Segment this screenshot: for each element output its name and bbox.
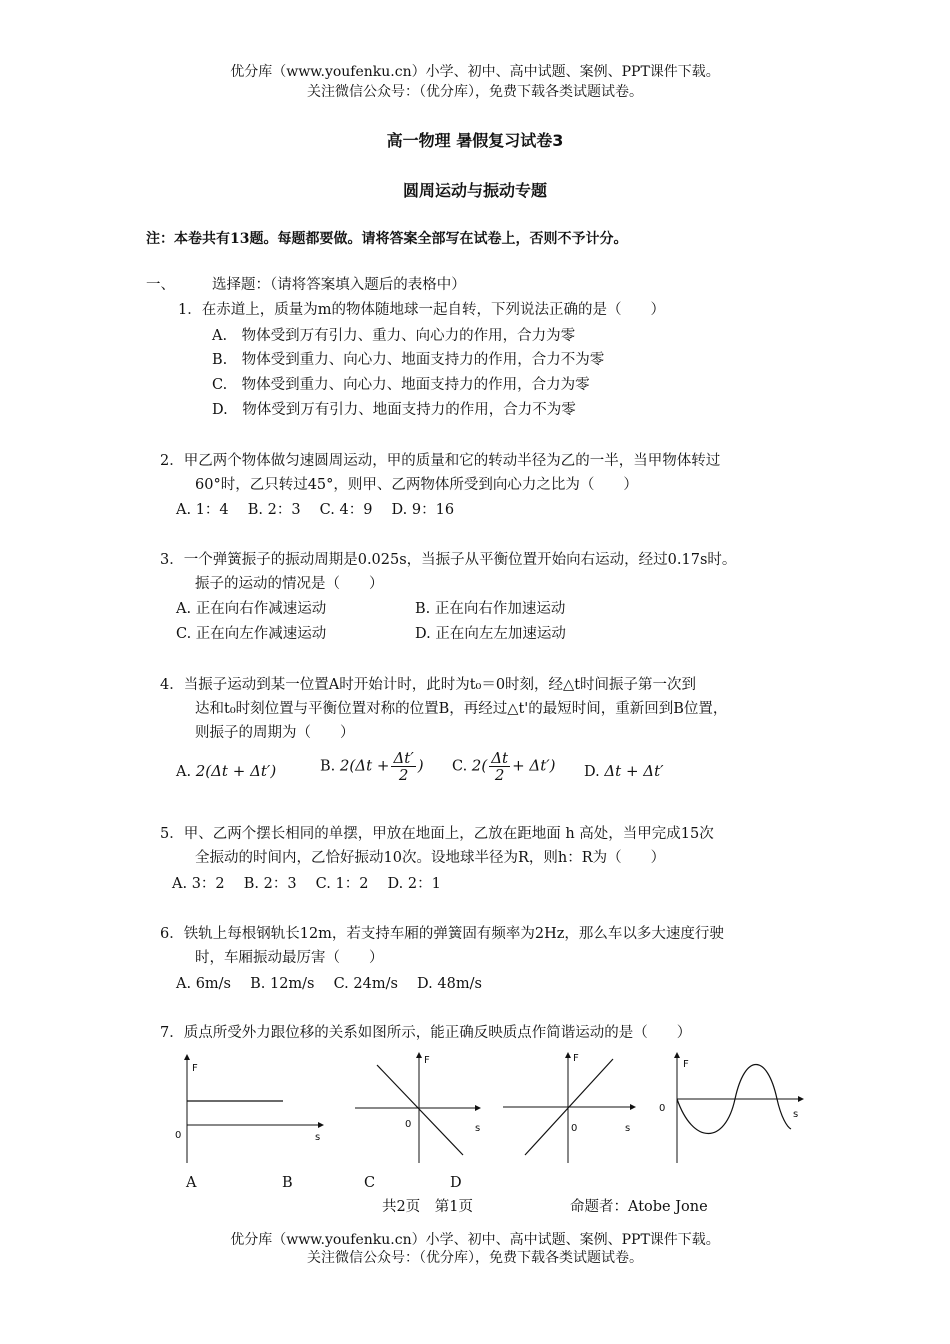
q4-option-b-denominator: 2 bbox=[398, 766, 409, 784]
q4-option-b-fraction bbox=[391, 750, 415, 783]
q4-stem-line3: 则振子的周期为（ ） bbox=[195, 725, 355, 741]
graph-a-f-label: F bbox=[192, 1063, 198, 1074]
q1-option-a: A. 物体受到万有引力、重力、向心力的作用，合力为零 bbox=[212, 328, 576, 344]
q7-label-b: B bbox=[282, 1175, 293, 1191]
q4-option-c bbox=[452, 750, 556, 783]
graph-b bbox=[355, 1053, 480, 1163]
q1-option-d: D. 物体受到万有引力、地面支持力的作用，合力不为零 bbox=[212, 402, 576, 418]
graph-a-s-label: s bbox=[315, 1132, 321, 1143]
graph-b-f-label: F bbox=[424, 1055, 430, 1066]
graph-d-f-label: F bbox=[683, 1059, 689, 1070]
q7-force-displacement-graphs bbox=[165, 1045, 815, 1170]
q1-stem: 1．在赤道上，质量为m的物体随地球一起自转，下列说法正确的是（ ） bbox=[178, 302, 665, 318]
site-footer-line1: 优分库（www.youfenku.cn）小学、初中、高中试题、案例、PPT课件下载。 bbox=[230, 1232, 720, 1248]
q7-label-d: D bbox=[450, 1175, 462, 1191]
site-header-line2: 关注微信公众号：（优分库），免费下载各类试题试卷。 bbox=[307, 84, 643, 100]
q7-stem: 7．质点所受外力跟位移的关系如图所示，能正确反映质点作简谐运动的是（ ） bbox=[160, 1025, 692, 1041]
section-number: 一、 bbox=[146, 277, 175, 293]
exam-author: 命题者：Atobe Jone bbox=[570, 1199, 708, 1215]
q4-option-b bbox=[320, 750, 424, 783]
q4-stem-line1: 4．当振子运动到某一位置A时开始计时，此时为t₀＝0时刻，经△t时间振子第一次到 bbox=[160, 677, 697, 693]
q3-option-d: D. 正在向左左加速运动 bbox=[415, 626, 566, 642]
graph-a bbox=[175, 1055, 323, 1163]
q3-option-b: B. 正在向右作加速运动 bbox=[415, 601, 566, 617]
q2-stem-line1: 2．甲乙两个物体做匀速圆周运动，甲的质量和它的转动半径为乙的一半，当甲物体转过 bbox=[160, 453, 721, 469]
q6-options: A. 6m/s B. 12m/s C. 24m/s D. 48m/s bbox=[176, 976, 482, 992]
graph-b-s-label: s bbox=[475, 1123, 481, 1134]
page-number: 共2页 第1页 bbox=[382, 1199, 473, 1215]
q4-stem-line2: 达和t₀时刻位置与平衡位置对称的位置B，再经过△t'的最短时间，重新回到B位置， bbox=[195, 701, 728, 717]
q5-stem-line1: 5．甲、乙两个摆长相同的单摆，甲放在地面上，乙放在距地面 h 高处，当甲完成15次 bbox=[160, 826, 714, 842]
q5-options: A. 3：2 B. 2：3 C. 1：2 D. 2：1 bbox=[172, 876, 441, 892]
q4-option-a-label: A. bbox=[176, 764, 192, 780]
q4-option-c-post: + Δt′) bbox=[512, 756, 556, 775]
q3-option-c: C. 正在向左作减速运动 bbox=[176, 626, 327, 642]
q1-option-b: B. 物体受到重力、向心力、地面支持力的作用，合力不为零 bbox=[212, 352, 605, 368]
q7-label-a: A bbox=[186, 1175, 197, 1191]
q6-stem-line1: 6．铁轨上每根钢轨长12m，若支持车厢的弹簧固有频率为2Hz，那么车以多大速度行驶 bbox=[160, 926, 724, 942]
q2-options: A. 1：4 B. 2：3 C. 4：9 D. 9：16 bbox=[176, 502, 455, 518]
q5-stem-line2: 全振动的时间内，乙恰好振动10次。设地球半径为R，则h：R为（ ） bbox=[195, 850, 666, 866]
site-header-line1: 优分库（www.youfenku.cn）小学、初中、高中试题、案例、PPT课件下载。 bbox=[230, 64, 720, 80]
page-title: 高一物理 暑假复习试卷3 bbox=[386, 131, 564, 150]
graph-d bbox=[659, 1053, 803, 1163]
q4-option-b-pre: 2(Δt + bbox=[339, 756, 390, 775]
graph-c bbox=[503, 1053, 635, 1163]
q4-option-c-denominator: 2 bbox=[494, 766, 505, 784]
q6-stem-line2: 时，车厢振动最厉害（ ） bbox=[195, 950, 384, 966]
q4-option-b-post: ) bbox=[417, 756, 424, 775]
q2-stem-line2: 60°时，乙只转过45°，则甲、乙两物体所受到向心力之比为（ ） bbox=[195, 477, 638, 493]
q3-stem-line1: 3．一个弹簧振子的振动周期是0.025s，当振子从平衡位置开始向右运动，经过0.17s时。 bbox=[160, 552, 737, 568]
q4-option-a-formula: 2(Δt + Δt′) bbox=[195, 762, 277, 780]
q4-option-c-label: C. bbox=[452, 758, 468, 775]
q4-option-c-numerator: Δt bbox=[491, 749, 509, 767]
graph-a-zero-label: 0 bbox=[175, 1130, 182, 1141]
q4-option-d-label: D. bbox=[584, 764, 600, 780]
graph-c-f-label: F bbox=[573, 1053, 579, 1064]
graph-c-s-label: s bbox=[625, 1123, 631, 1134]
section-label: 选择题：（请将答案填入题后的表格中） bbox=[212, 277, 466, 293]
q4-option-d-formula: Δt + Δt′ bbox=[604, 762, 664, 780]
graph-d-s-label: s bbox=[793, 1109, 799, 1120]
q4-option-c-fraction bbox=[489, 750, 510, 783]
q4-option-c-pre: 2( bbox=[471, 756, 488, 775]
q7-label-c: C bbox=[364, 1175, 376, 1191]
q3-option-a: A. 正在向右作减速运动 bbox=[176, 601, 327, 617]
q4-option-a bbox=[176, 762, 276, 781]
graph-d-zero-label: 0 bbox=[659, 1103, 666, 1114]
site-footer-line2: 关注微信公众号：（优分库），免费下载各类试题试卷。 bbox=[307, 1250, 643, 1266]
q4-option-d bbox=[584, 762, 664, 781]
q4-option-b-label: B. bbox=[320, 758, 336, 775]
q1-option-c: C. 物体受到重力、向心力、地面支持力的作用，合力为零 bbox=[212, 377, 590, 393]
page-subtitle: 圆周运动与振动专题 bbox=[402, 181, 547, 200]
q4-option-b-numerator: Δt′ bbox=[393, 749, 414, 767]
graph-c-zero-label: 0 bbox=[571, 1123, 578, 1134]
exam-note: 注：本卷共有13题。每题都要做。请将答案全部写在试卷上，否则不予计分。 bbox=[146, 231, 628, 247]
graph-b-zero-label: 0 bbox=[405, 1119, 412, 1130]
q3-stem-line2: 振子的运动的情况是（ ） bbox=[195, 576, 384, 592]
